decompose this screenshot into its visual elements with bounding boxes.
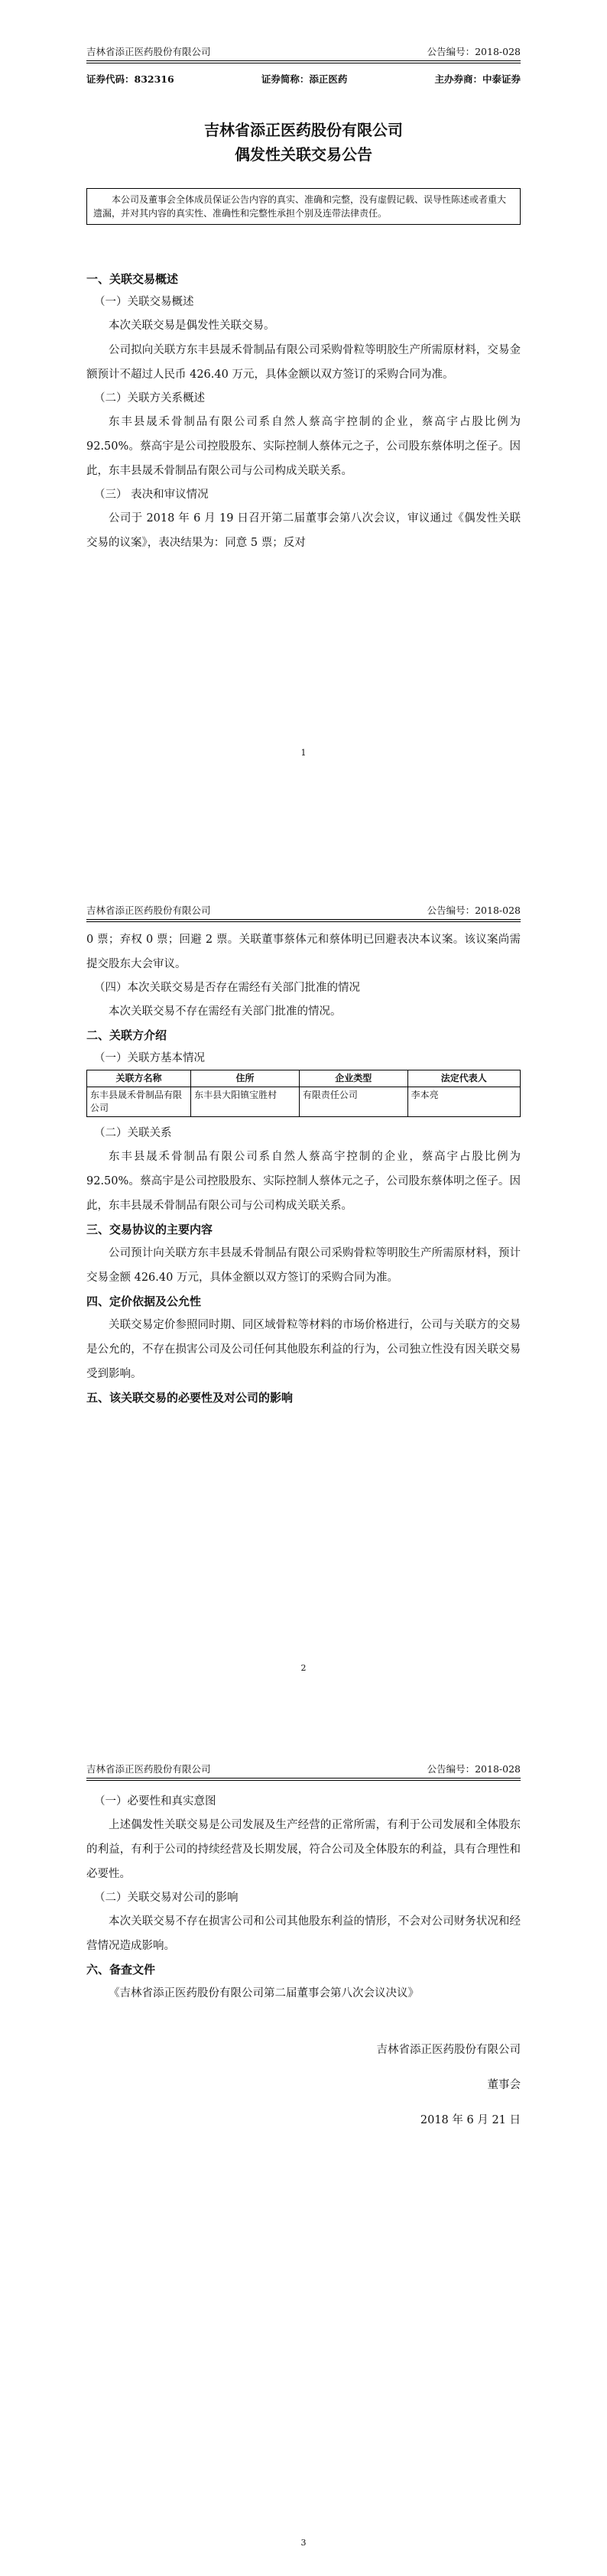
section-2-p1: 东丰县晟禾骨制品有限公司系自然人蔡高宇控制的企业，蔡高宇占股比例为 92.50%。蔡高宇是公司控股股东、实际控制人蔡体元之子，公司股东蔡体明之侄子。因此，东丰县晟禾骨制品有限公司与公司构成关联关系。 <box>86 1151 521 1212</box>
table-cell: 东丰县晟禾骨制品有限公司 <box>87 1087 191 1117</box>
section-1-p2: 公司拟向关联方东丰县晟禾骨制品有限公司采购骨粒等明胶生产所需原材料，交易金额预计不超过人民币 426.40 万元，具体金额以双方签订的采购合同为准。 <box>86 344 521 381</box>
page-3 <box>0 1717 607 2576</box>
page-2-content <box>86 927 521 1409</box>
signature-company: 吉林省添正医药股份有限公司 <box>376 2044 521 2056</box>
page-1-content <box>86 72 521 555</box>
section-5-sub-2: （二）关联交易对公司的影响 <box>94 1892 239 1904</box>
section-1-p4b: 0 票；弃权 0 票；回避 2 票。关联董事蔡体元和蔡体明已回避表决本议案。该议案尚需提交股东大会审议。 <box>86 934 521 970</box>
disclaimer-box: 本公司及董事会全体成员保证公告内容的真实、准确和完整，没有虚假记载、误导性陈述或者重大遗漏，并对其内容的真实性、准确性和完整性承担个别及连带法律责任。 <box>86 188 521 225</box>
table-header-row <box>87 1070 521 1087</box>
header-company: 吉林省添正医药股份有限公司 <box>86 1763 211 1775</box>
header-announcement-no: 公告编号：2018-028 <box>427 46 521 57</box>
stock-abbr: 证券简称：添正医药 <box>261 73 348 85</box>
title-announcement: 偶发性关联交易公告 <box>235 145 372 164</box>
section-3-heading: 三、交易协议的主要内容 <box>86 1223 213 1236</box>
table-cell: 李本亮 <box>407 1087 520 1117</box>
section-1-sub-3: （三） 表决和审议情况 <box>94 489 209 501</box>
section-6-heading: 六、备查文件 <box>86 1963 156 1977</box>
section-1-heading: 一、关联交易概述 <box>86 272 179 286</box>
header-announcement-no: 公告编号：2018-028 <box>427 1763 521 1775</box>
table-cell: 有限责任公司 <box>299 1087 407 1117</box>
table-header-cell: 关联方名称 <box>87 1070 191 1087</box>
section-2-sub-1: （一）关联方基本情况 <box>94 1052 205 1064</box>
page-2 <box>0 859 607 1717</box>
section-5-heading: 五、该关联交易的必要性及对公司的影响 <box>86 1391 294 1405</box>
section-4-heading: 四、定价依据及公允性 <box>86 1294 202 1308</box>
page-header <box>86 44 521 61</box>
page-number-3: 3 <box>300 2538 307 2548</box>
page-3-content <box>86 1790 521 2133</box>
header-company: 吉林省添正医药股份有限公司 <box>86 46 211 57</box>
signature-board: 董事会 <box>487 2079 521 2091</box>
section-1-p3: 东丰县晟禾骨制品有限公司系自然人蔡高宇控制的企业，蔡高宇占股比例为 92.50%。蔡高宇是公司控股股东、实际控制人蔡体元之子，公司股东蔡体明之侄子。因此，东丰县晟禾骨制品有限公司与公司构成关联关系。 <box>86 416 521 477</box>
page-header <box>86 903 521 920</box>
section-1-sub-2: （二）关联方关系概述 <box>94 392 205 404</box>
section-5-p2: 本次关联交易不存在损害公司和公司其他股东利益的情形，不会对公司财务状况和经营情况造成影响。 <box>86 1915 521 1952</box>
page-1 <box>0 0 607 859</box>
title-company: 吉林省添正医药股份有限公司 <box>204 121 403 139</box>
section-6-p1: 《吉林省添正医药股份有限公司第二届董事会第八次会议决议》 <box>109 1987 419 1999</box>
stock-code: 证券代码：832316 <box>86 73 174 85</box>
related-party-table <box>86 1070 521 1117</box>
section-2-sub-2: （二）关联关系 <box>94 1127 172 1139</box>
table-header-cell: 企业类型 <box>299 1070 407 1087</box>
section-2-heading: 二、关联方介绍 <box>86 1028 167 1042</box>
signature-date: 2018 年 6 月 21 日 <box>420 2114 521 2126</box>
section-5-p1: 上述偶发性关联交易是公司发展及生产经营的正常所需，有利于公司发展和全体股东的利益，有利于公司的持续经营及长期发展，符合公司及全体股东的利益，具有合理性和必要性。 <box>86 1819 521 1880</box>
section-1-p1: 本次关联交易是偶发性关联交易。 <box>109 320 275 332</box>
section-1-sub-4: （四）本次关联交易是否存在需经有关部门批准的情况 <box>94 982 360 994</box>
page-header <box>86 1762 521 1779</box>
stock-codes <box>86 72 521 86</box>
table-cell: 东丰县大阳镇宝胜村 <box>191 1087 300 1117</box>
section-1-p4a: 公司于 2018 年 6 月 19 日召开第二届董事会第八次会议，审议通过《偶发性关联交易的议案》，表决结果为：同意 5 票；反对 <box>86 512 521 549</box>
page-number-1: 1 <box>300 748 307 758</box>
header-company: 吉林省添正医药股份有限公司 <box>86 905 211 916</box>
table-header-cell: 住所 <box>191 1070 300 1087</box>
header-announcement-no: 公告编号：2018-028 <box>427 905 521 916</box>
table-header-cell: 法定代表人 <box>407 1070 520 1087</box>
section-5-sub-1: （一）必要性和真实意图 <box>94 1795 216 1808</box>
section-4-p1: 关联交易定价参照同时期、同区域骨粒等材料的市场价格进行，公司与关联方的交易是公允的，不存在损害公司及公司任何其他股东利益的行为，公司独立性没有因关联交易受到影响。 <box>86 1319 521 1380</box>
section-3-p1: 公司预计向关联方东丰县晟禾骨制品有限公司采购骨粒等明胶生产所需原材料，预计交易金额 426.40 万元，具体金额以双方签订的采购合同为准。 <box>86 1247 521 1284</box>
broker: 主办券商：中泰证券 <box>434 73 521 85</box>
section-1-sub-1: （一）关联交易概述 <box>94 296 194 308</box>
table-row <box>87 1087 521 1117</box>
page-number-2: 2 <box>300 1663 307 1673</box>
section-1-p5: 本次关联交易不存在需经有关部门批准的情况。 <box>109 1005 342 1018</box>
